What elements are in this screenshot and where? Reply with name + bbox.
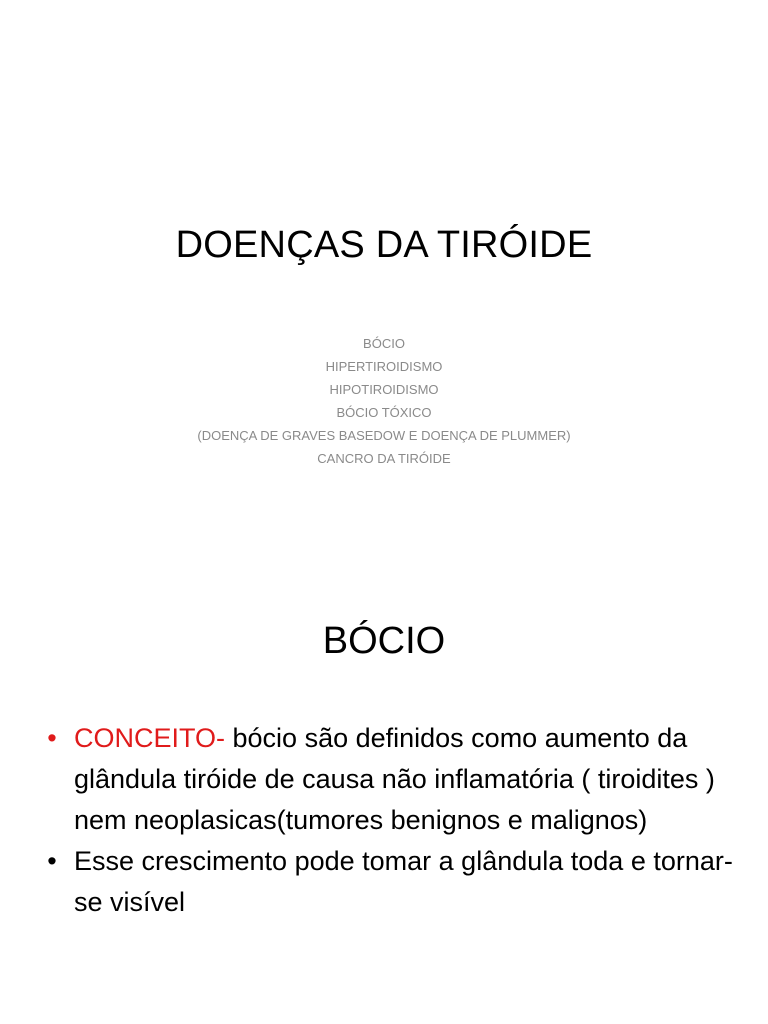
subtitle-line: BÓCIO <box>363 336 405 351</box>
slide-title: BÓCIO <box>322 620 446 662</box>
subtitle-list <box>0 332 768 470</box>
subtitle-line: HIPERTIROIDISMO <box>325 359 443 374</box>
slide-title: DOENÇAS DA TIRÓIDE <box>175 224 593 266</box>
slide-bocio <box>0 512 768 1024</box>
bullet-icon: • <box>47 723 57 753</box>
subtitle-line: CANCRO DA TIRÓIDE <box>317 451 451 466</box>
bullet-item-crescimento <box>42 841 742 923</box>
bullet-text: bócio são definidos como aumento da glândula tiróide de causa não inflamatória ( tiroidites ) nem neoplasicas(tumores benignos e malignos) <box>74 723 715 835</box>
bullet-item-conceito <box>42 718 742 841</box>
subtitle-line: (DOENÇA DE GRAVES BASEDOW E DOENÇA DE PLUMMER) <box>197 428 571 443</box>
bullet-text: Esse crescimento pode tomar a glândula toda e tornar-se visível <box>74 846 733 917</box>
subtitle-line: HIPOTIROIDISMO <box>329 382 439 397</box>
bullet-icon: • <box>47 846 57 876</box>
concept-label: CONCEITO- <box>74 723 226 753</box>
bullet-list <box>42 718 742 923</box>
subtitle-line: BÓCIO TÓXICO <box>336 405 432 420</box>
